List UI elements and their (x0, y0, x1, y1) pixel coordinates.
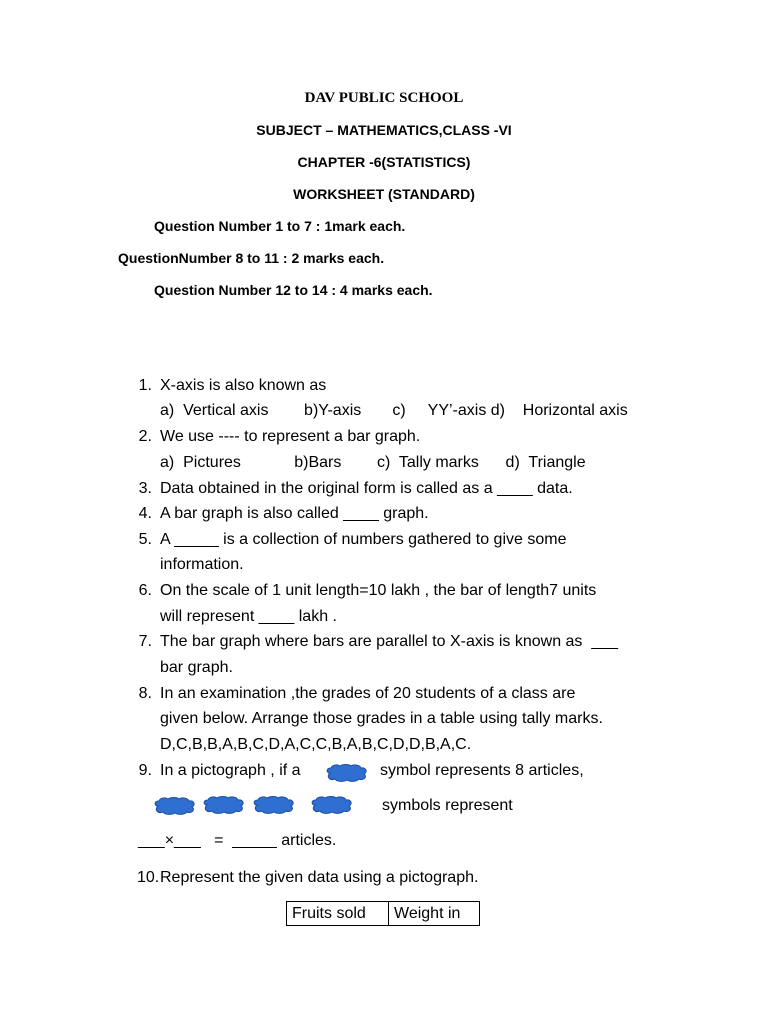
blue-cloud-icon (202, 796, 246, 814)
question-text: In an examination ,the grades of 20 students of a class are (160, 685, 576, 702)
question-text: We use ---- to represent a bar graph. (160, 428, 421, 445)
question-8-grades: D,C,B,B,A,B,C,D,A,C,C,B,A,B,C,D,D,B,A,C. (160, 736, 472, 753)
blue-cloud-icon (310, 796, 354, 814)
question-9-answer-blank: ___×___ = _____ articles. (138, 832, 337, 849)
question-number: 7. (138, 633, 152, 650)
table-header-weight: Weight in (389, 902, 480, 926)
blue-cloud-icon (153, 797, 197, 815)
blue-cloud-icon (325, 764, 369, 782)
question-8-continuation: given below. Arrange those grades in a table using tally marks. (160, 710, 603, 727)
question-text: In a pictograph , if a (160, 762, 301, 779)
question-1-options: a) Vertical axis b)Y-axis c) YY’-axis d) Horizontal axis (160, 402, 628, 419)
question-number: 6. (138, 582, 152, 599)
question-number: 1. (138, 377, 152, 394)
question-6-continuation: will represent ____ lakh . (160, 608, 337, 625)
question-9-symbol-text: symbol represents 8 articles, (380, 762, 584, 779)
fruits-table (286, 901, 480, 926)
question-5-continuation: information. (160, 556, 244, 573)
table-header-fruits: Fruits sold (287, 902, 389, 926)
marks-info-1: Question Number 1 to 7 : 1mark each. (154, 218, 406, 234)
marks-info-2: QuestionNumber 8 to 11 : 2 marks each. (118, 250, 385, 266)
marks-info-3: Question Number 12 to 14 : 4 marks each. (154, 282, 433, 298)
question-text: X-axis is also known as (160, 377, 327, 394)
question-9-symbols-text: symbols represent (382, 797, 513, 814)
worksheet-title: WORKSHEET (STANDARD) (293, 186, 475, 202)
blue-cloud-icon (252, 796, 296, 814)
question-number: 9. (138, 762, 152, 779)
question-text: Data obtained in the original form is called as a ____ data. (160, 480, 573, 497)
subject-line: SUBJECT – MATHEMATICS,CLASS -VI (256, 122, 512, 138)
question-text: A bar graph is also called ____ graph. (160, 505, 429, 522)
question-text: A _____ is a collection of numbers gathered to give some (160, 531, 567, 548)
school-name: DAV PUBLIC SCHOOL (304, 90, 464, 106)
question-text: The bar graph where bars are parallel to X-axis is known as ___ (160, 633, 619, 650)
question-number: 8. (138, 685, 152, 702)
question-number: 2. (138, 428, 152, 445)
question-number: 10. (137, 869, 160, 886)
question-number: 5. (138, 531, 152, 548)
question-number: 3. (138, 480, 152, 497)
question-7-continuation: bar graph. (160, 659, 233, 676)
question-number: 4. (138, 505, 152, 522)
chapter-line: CHAPTER -6(STATISTICS) (297, 154, 471, 170)
table-header-row (287, 902, 480, 926)
question-2-options: a) Pictures b)Bars c) Tally marks d) Triangle (160, 454, 586, 471)
question-text: On the scale of 1 unit length=10 lakh , the bar of length7 units (160, 582, 597, 599)
question-text: Represent the given data using a pictograph. (160, 869, 479, 886)
